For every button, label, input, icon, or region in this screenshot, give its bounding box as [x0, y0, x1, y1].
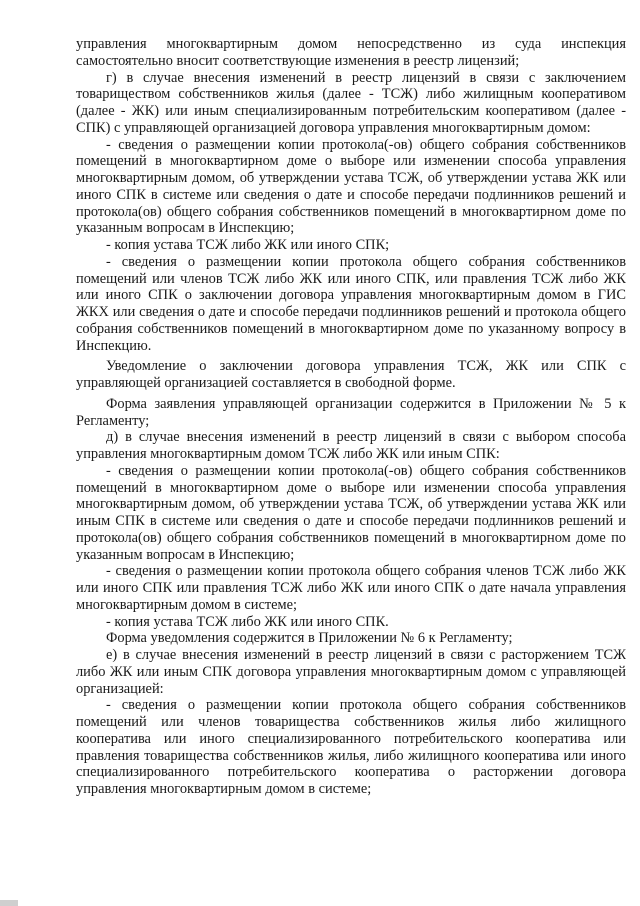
paragraph-e-termination-protocol: - сведения о размещении копии протокола общего собрания собственников помещений или членов товарищества собственников жилья либо жилищного кооператива или иного специализированного потребительского кооператива или правления товарищества собственников жилья, либо жилищного кооператива или иного специализированного потребительского кооператива о расторжении договора управления многоквартирным домом в системе; — [76, 697, 626, 797]
paragraph-item-g: г) в случае внесения изменений в реестр лицензий в связи с заключением товариществом собственников жилья (далее - ТСЖ) либо жилищным кооперативом (далее - ЖК) или иным специализированным потребительским кооперативом (далее - СПК) с управляющей организацией договора управления многоквартирным домом: — [76, 69, 626, 136]
paragraph-g-protocol-info: - сведения о размещении копии протокола(-ов) общего собрания собственников помещений в многоквартирном доме о выборе или изменении способа управления многоквартирным домом, об утверждении устава ТСЖ, об утверждении устава ЖК или иного СПК в системе или сведения о дате и способе передачи подлинников решений и протокола(ов) общего собрания собственников помещений в многоквартирном доме по указанным вопросам в Инспекцию; — [76, 136, 626, 237]
paragraph-d-charter-copy: - копия устава ТСЖ либо ЖК или иного СПК. — [106, 613, 389, 630]
paragraph-notice-free-form: Уведомление о заключении договора управления ТСЖ, ЖК или СПК с управляющей организацией составляется в свободной форме. — [76, 358, 626, 391]
paragraph-d-start-date: - сведения о размещении копии протокола общего собрания членов ТСЖ либо ЖК или иного СПК или правления ТСЖ либо ЖК или иного СПК о дате начала управления многоквартирным домом в системе; — [76, 563, 626, 613]
paragraph-item-d: д) в случае внесения изменений в реестр лицензий в связи с выбором способа управления многоквартирным домом ТСЖ либо ЖК или иным СПК: — [76, 429, 626, 462]
paragraph-form-appendix-5: Форма заявления управляющей организации содержится в Приложении № 5 к Регламенту; — [76, 395, 626, 429]
paragraph-d-protocol-info: - сведения о размещении копии протокола(-ов) общего собрания собственников помещений в многоквартирном доме о выборе или изменении способа управления многоквартирным домом, об утверждении устава ТСЖ, об утверждении устава ЖК или иным СПК в системе или сведения о дате и способе передачи подлинников решений и протокола(ов) общего собрания собственников помещений в многоквартирном доме по указанным вопросам в Инспекцию; — [76, 462, 626, 563]
paragraph-g-contract-protocol: - сведения о размещении копии протокола общего собрания собственников помещений или членов ТСЖ либо ЖК или иного СПК, или правления ТСЖ либо ЖК или иного СПК о заключении договора управления многоквартирным домом в ГИС ЖКХ или сведения о дате и способе передачи подлинников решений и протокола общего собрания собственников помещений в многоквартирном доме по указанному вопросу в Инспекцию. — [76, 253, 626, 354]
paragraph-item-e: е) в случае внесения изменений в реестр лицензий в связи с расторжением ТСЖ либо ЖК или иным СПК договора управления многоквартирным домом с управляющей организацией: — [76, 647, 626, 697]
scan-edge-mark — [0, 900, 18, 906]
document-page — [76, 36, 626, 798]
paragraph-intro: управления многоквартирным домом непосредственно из суда инспекция самостоятельно вносит соответствующие изменения в реестр лицензий; — [76, 36, 626, 69]
paragraph-g-charter-copy: - копия устава ТСЖ либо ЖК или иного СПК; — [106, 237, 390, 253]
paragraph-form-appendix-6: Форма уведомления содержится в Приложении № 6 к Регламенту; — [106, 630, 513, 647]
